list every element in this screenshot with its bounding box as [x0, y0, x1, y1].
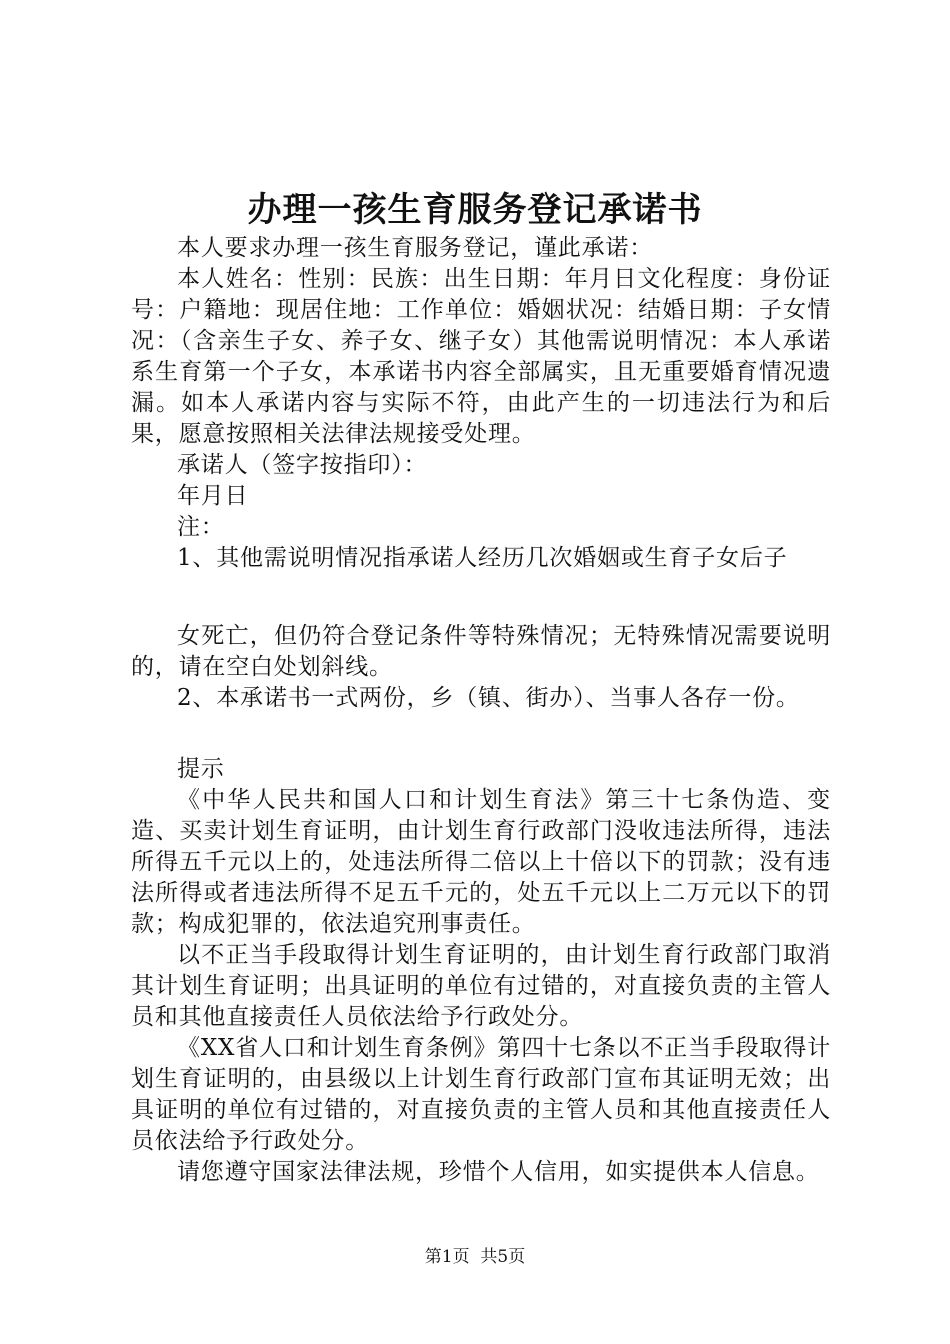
- hint-paragraph-credit: 请您遵守国家法律法规，珍惜个人信用，如实提供本人信息。: [177, 1159, 820, 1185]
- hint-paragraph-improper-means: 以不正当手段取得计划生育证明的，由计划生育行政部门取消其计划生育证明；出具证明的单位有过错的，对直接负责的主管人员和其他直接责任人员依法给予行政处分。: [131, 942, 831, 1030]
- hint-paragraph-law: 《中华人民共和国人口和计划生育法》第三十七条伪造、变造、买卖计划生育证明，由计划生育行政部门没收违法所得，违法所得五千元以上的，处违法所得二倍以上十倍以下的罚款；没有违法所得或者违法所得不足五千元的，处五千元以上二万元以下的罚款；构成犯罪的，依法追究刑事责任。: [131, 787, 831, 937]
- page-number: 第1页: [424, 1247, 470, 1267]
- personal-info-paragraph: 本人姓名：性别：民族：出生日期：年月日文化程度：身份证号：户籍地：现居住地：工作单位：婚姻状况：结婚日期：子女情况：（含亲生子女、养子女、继子女）其他需说明情况：本人承诺系生育第一个子女，本承诺书内容全部属实，且无重要婚育情况遗漏。如本人承诺内容与实际不符，由此产生的一切违法行为和后果，愿意按照相关法律法规接受处理。: [131, 266, 831, 447]
- note-item-2: 2、本承诺书一式两份，乡（镇、街办）、当事人各存一份。: [177, 685, 800, 711]
- date-line: 年月日: [177, 483, 249, 509]
- note-item-1-start: 1、其他需说明情况指承诺人经历几次婚姻或生育子女后子: [177, 545, 788, 571]
- intro-paragraph: 本人要求办理一孩生育服务登记，谨此承诺：: [177, 235, 653, 261]
- document-title: 办理一孩生育服务登记承诺书: [247, 190, 703, 230]
- note-heading: 注：: [177, 514, 225, 540]
- page-total: 共5页: [480, 1247, 526, 1267]
- note-item-1-continued: 女死亡，但仍符合登记条件等特殊情况；无特殊情况需要说明的，请在空白处划斜线。: [131, 623, 831, 680]
- page-footer: [0, 1246, 950, 1268]
- document-body: [131, 233, 831, 1188]
- signature-line: 承诺人（签字按指印）：: [177, 452, 428, 478]
- hint-heading: 提示: [177, 756, 225, 782]
- hint-paragraph-provincial-regulation: 《XX省人口和计划生育条例》第四十七条以不正当手段取得计划生育证明的，由县级以上计划生育行政部门宣布其证明无效；出具证明的单位有过错的，对直接负责的主管人员和其他直接责任人员依法给予行政处分。: [131, 1035, 831, 1154]
